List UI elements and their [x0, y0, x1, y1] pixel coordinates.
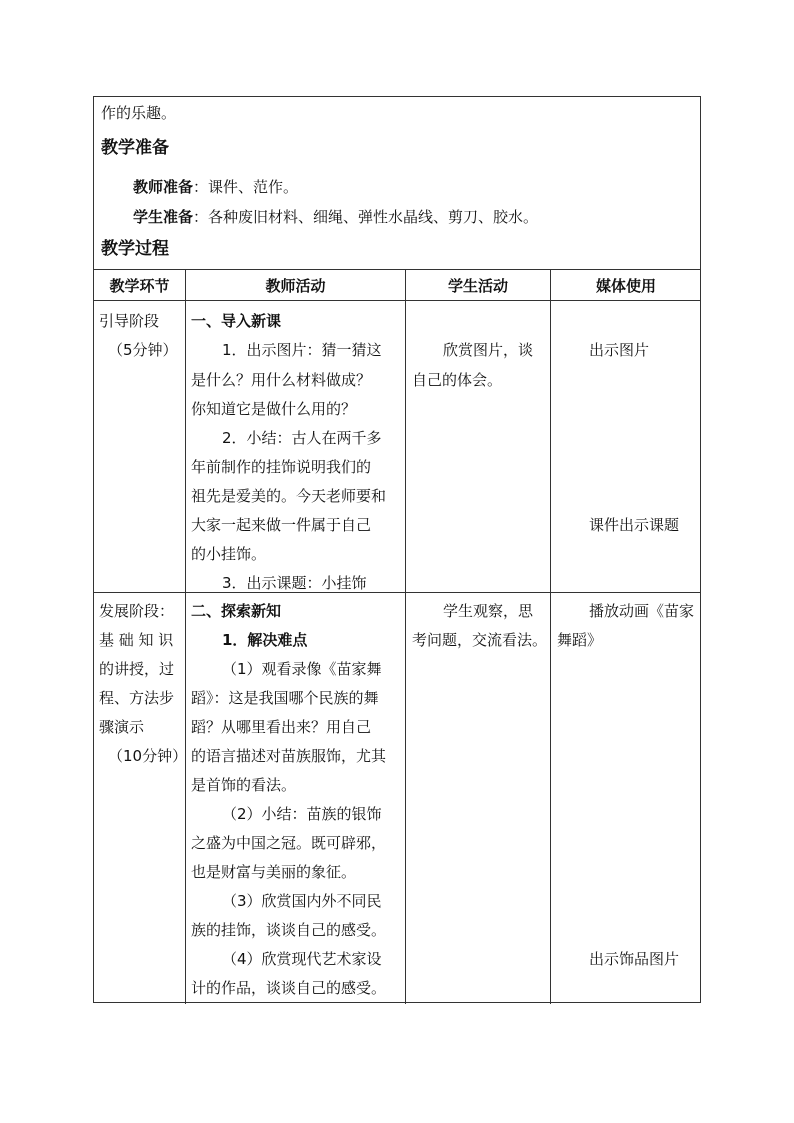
student-prep	[133, 207, 538, 227]
student-prep-text: ：各种废旧材料、细绳、弹性水晶线、剪刀、胶水。	[193, 208, 539, 226]
header-media: 媒体使用	[595, 277, 656, 295]
row2-teacher-line: （2）小结：苗族的银饰	[222, 805, 382, 823]
row2-stage-line: 程、方法步	[99, 689, 175, 707]
header-teacher: 教师活动	[265, 277, 326, 295]
column-divider	[405, 270, 406, 1004]
row2-teacher-line: 蹈？从哪里看出来？用自己	[191, 718, 372, 736]
header-divider	[94, 300, 700, 301]
row2-stage-line: 骤演示	[99, 718, 145, 736]
teacher-prep	[133, 177, 298, 197]
row2-teacher-line: 1．解决难点	[222, 631, 308, 649]
row1-stage-line: （5分钟）	[108, 341, 178, 359]
student-prep-label: 学生准备	[133, 208, 194, 226]
row2-student-line: 考问题，交流看法。	[412, 631, 548, 649]
row1-teacher-line: 2．小结：古人在两千多	[222, 429, 382, 447]
column-divider	[185, 270, 186, 1004]
process-heading: 教学过程	[101, 239, 169, 259]
row1-media-topic: 课件出示课题	[589, 516, 680, 534]
row2-teacher-line: （3）欣赏国内外不同民	[222, 892, 382, 910]
row2-stage-line: 的讲授，过	[99, 660, 175, 678]
teacher-prep-text: ：课件、范作。	[193, 178, 299, 196]
row2-teacher-line: 的语言描述对苗族服饰，尤其	[191, 747, 387, 765]
row1-teacher-line: 大家一起来做一件属于自己	[191, 516, 372, 534]
intro-section	[94, 97, 700, 270]
continuation-text: 作的乐趣。	[101, 104, 177, 122]
row1-student-line: 欣赏图片，谈	[443, 341, 534, 359]
row2-student-line: 学生观察，思	[443, 602, 534, 620]
row2-media-line: 舞蹈》	[557, 631, 603, 649]
row2-teacher-line: 也是财富与美丽的象征。	[191, 863, 357, 881]
row1-teacher-line: 的小挂饰。	[191, 545, 267, 563]
row1-teacher-line: 你知道它是做什么用的？	[191, 400, 357, 418]
row2-teacher-line: （1）观看录像《苗家舞	[222, 660, 382, 678]
row2-media-images: 出示饰品图片	[589, 950, 680, 968]
teacher-prep-label: 教师准备	[133, 178, 194, 196]
row1-media-image: 出示图片	[589, 341, 650, 359]
preparation-heading: 教学准备	[101, 138, 169, 158]
row1-teacher-line: 1．出示图片：猜一猜这	[222, 341, 382, 359]
row1-teacher-line: 3．出示课题：小挂饰	[222, 574, 367, 592]
row2-teacher-line: 是首饰的看法。	[191, 776, 297, 794]
row1-teacher-line: 年前制作的挂饰说明我们的	[191, 458, 372, 476]
lesson-plan-page	[93, 96, 701, 1003]
column-divider	[550, 270, 551, 1004]
row2-stage-line: 基 础 知 识	[99, 631, 174, 649]
row-divider	[94, 592, 700, 593]
row2-teacher-line: 族的挂饰，谈谈自己的感受。	[191, 921, 387, 939]
row2-media-line: 播放动画《苗家	[589, 602, 695, 620]
row2-teacher-line: 蹈》：这是我国哪个民族的舞	[191, 689, 379, 707]
row2-teacher-line: 计的作品，谈谈自己的感受。	[191, 979, 387, 997]
header-stage: 教学环节	[109, 277, 170, 295]
row2-teacher-line: 二、探索新知	[191, 602, 282, 620]
row1-teacher-line: 祖先是爱美的。今天老师要和	[191, 487, 387, 505]
row2-teacher-line: （4）欣赏现代艺术家设	[222, 950, 382, 968]
row1-teacher-line: 是什么？用什么材料做成？	[191, 371, 372, 389]
row2-teacher-line: 之盛为中国之冠。既可辟邪，	[191, 834, 387, 852]
row2-stage-line: （10分钟）	[108, 747, 188, 765]
header-student: 学生活动	[447, 277, 508, 295]
row1-stage-line: 引导阶段	[99, 312, 160, 330]
row1-student-line: 自己的体会。	[412, 371, 503, 389]
row2-stage-line: 发展阶段：	[99, 602, 175, 620]
row1-teacher-line: 一、导入新课	[191, 312, 282, 330]
